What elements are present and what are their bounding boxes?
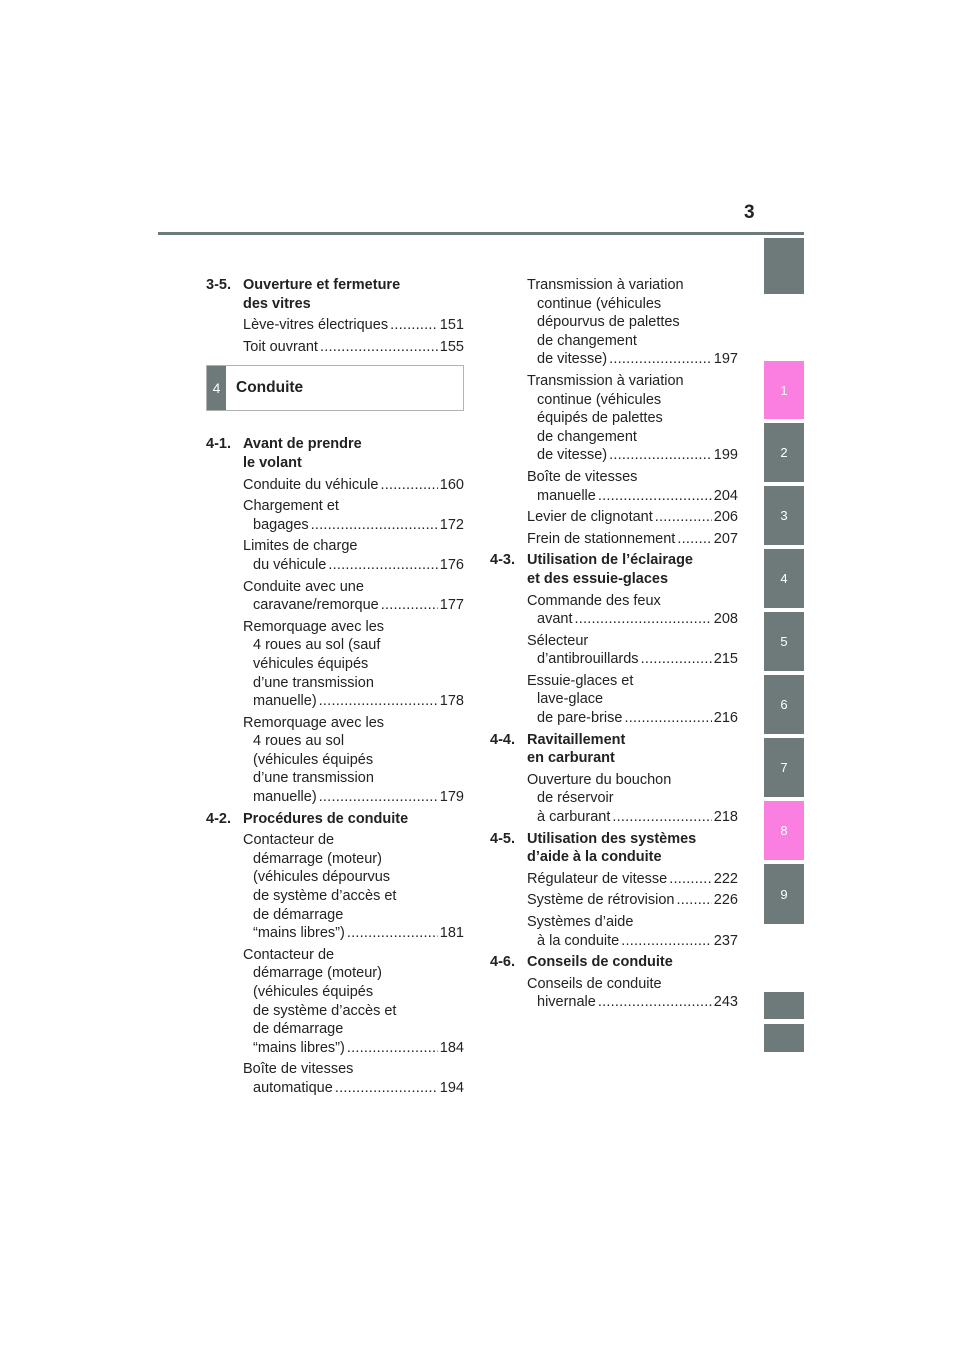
chapter-title: Conduite: [236, 379, 304, 397]
toc-entry[interactable]: Lève-vitres électriques . . . 151: [243, 316, 464, 335]
side-tab-1[interactable]: 1: [764, 361, 804, 419]
toc-entry[interactable]: Contacteur de démarrage (moteur) (véhicules équipés de système d’accès et de démarrage “mains libres”) . . . 184: [243, 946, 464, 1058]
side-tab-9[interactable]: 9: [764, 864, 804, 924]
header-rule: [158, 232, 804, 235]
toc-section-3-5[interactable]: 3-5. Ouverture et fermeture des vitres: [206, 277, 401, 312]
toc-section-4-1[interactable]: 4-1. Avant de prendre le volant: [206, 436, 362, 471]
toc-entry[interactable]: Boîte de vitesses manuelle . . . 204: [527, 468, 738, 505]
side-tab-3[interactable]: 3: [764, 486, 804, 545]
side-tab-6[interactable]: 6: [764, 675, 804, 734]
toc-entry[interactable]: Conduite avec une caravane/remorque . . . 177: [243, 578, 464, 615]
toc-entry[interactable]: Levier de clignotant . . . 206: [527, 508, 738, 527]
toc-entry[interactable]: Limites de charge du véhicule . . . 176: [243, 537, 464, 574]
toc-entry[interactable]: Transmission à variation continue (véhicules équipés de palettes de changement de vitesse) . . . 199: [527, 372, 738, 465]
toc-entry[interactable]: Sélecteur d’antibrouillards . . . 215: [527, 632, 738, 669]
toc-right-column: [490, 276, 738, 1015]
toc-entry[interactable]: Régulateur de vitesse . . . 222: [527, 870, 738, 889]
toc-entry[interactable]: Système de rétrovision . . . 226: [527, 891, 738, 910]
toc-entry[interactable]: Boîte de vitesses automatique . . . 194: [243, 1060, 464, 1097]
toc-section-4-5[interactable]: 4-5. Utilisation des systèmes d’aide à la conduite: [490, 830, 697, 866]
toc-entry[interactable]: Frein de stationnement . . . 207: [527, 530, 738, 549]
toc-section-4-6[interactable]: 4-6. Conseils de conduite: [490, 954, 673, 971]
toc-entry[interactable]: Conseils de conduite hivernale . . . 243: [527, 975, 738, 1012]
toc-entry[interactable]: Essuie-glaces et lave-glace de pare-brise . . . 216: [527, 672, 738, 728]
chapter-heading-4: [206, 365, 464, 411]
toc-entry[interactable]: Toit ouvrant . . . 155: [243, 338, 464, 357]
toc-entry[interactable]: Contacteur de démarrage (moteur) (véhicules dépourvus de système d’accès et de démarrage “mains libres”) . . . 181: [243, 831, 464, 943]
toc-entry[interactable]: Conduite du véhicule . . . 160: [243, 476, 464, 495]
toc-section-4-2[interactable]: 4-2. Procédures de conduite: [206, 810, 409, 827]
side-tab-5[interactable]: 5: [764, 612, 804, 671]
toc-section-4-3[interactable]: 4-3. Utilisation de l’éclairage et des essuie-glaces: [490, 552, 693, 587]
side-tab-blank-bottom-2[interactable]: [764, 1024, 804, 1052]
toc-entry[interactable]: Chargement et bagages . . . 172: [243, 497, 464, 534]
toc-entry[interactable]: Transmission à variation continue (véhicules dépourvus de palettes de changement de vitesse) . . . 197: [527, 276, 738, 369]
toc-entry[interactable]: Remorquage avec les 4 roues au sol (véhicules équipés d’une transmission manuelle) . . . 179: [243, 714, 464, 807]
side-tab-7[interactable]: 7: [764, 738, 804, 797]
side-tab-blank-bottom-1[interactable]: [764, 992, 804, 1019]
toc-entry[interactable]: Commande des feux avant . . . 208: [527, 592, 738, 629]
toc-entry[interactable]: Systèmes d’aide à la conduite . . . 237: [527, 913, 738, 950]
chapter-number: 4: [207, 366, 226, 410]
side-tab-8[interactable]: 8: [764, 801, 804, 860]
side-tab-4[interactable]: 4: [764, 549, 804, 608]
side-tab-blank-top[interactable]: [764, 238, 804, 294]
toc-entry[interactable]: Ouverture du bouchon de réservoir à carburant . . . 218: [527, 771, 738, 827]
toc-entry[interactable]: Remorquage avec les 4 roues au sol (sauf véhicules équipés d’une transmission manuelle) . . . 178: [243, 618, 464, 711]
toc-left-column: [206, 276, 464, 1101]
page-number: 3: [744, 202, 755, 223]
side-tab-2[interactable]: 2: [764, 423, 804, 482]
toc-section-4-4[interactable]: 4-4. Ravitaillement en carburant: [490, 731, 626, 767]
